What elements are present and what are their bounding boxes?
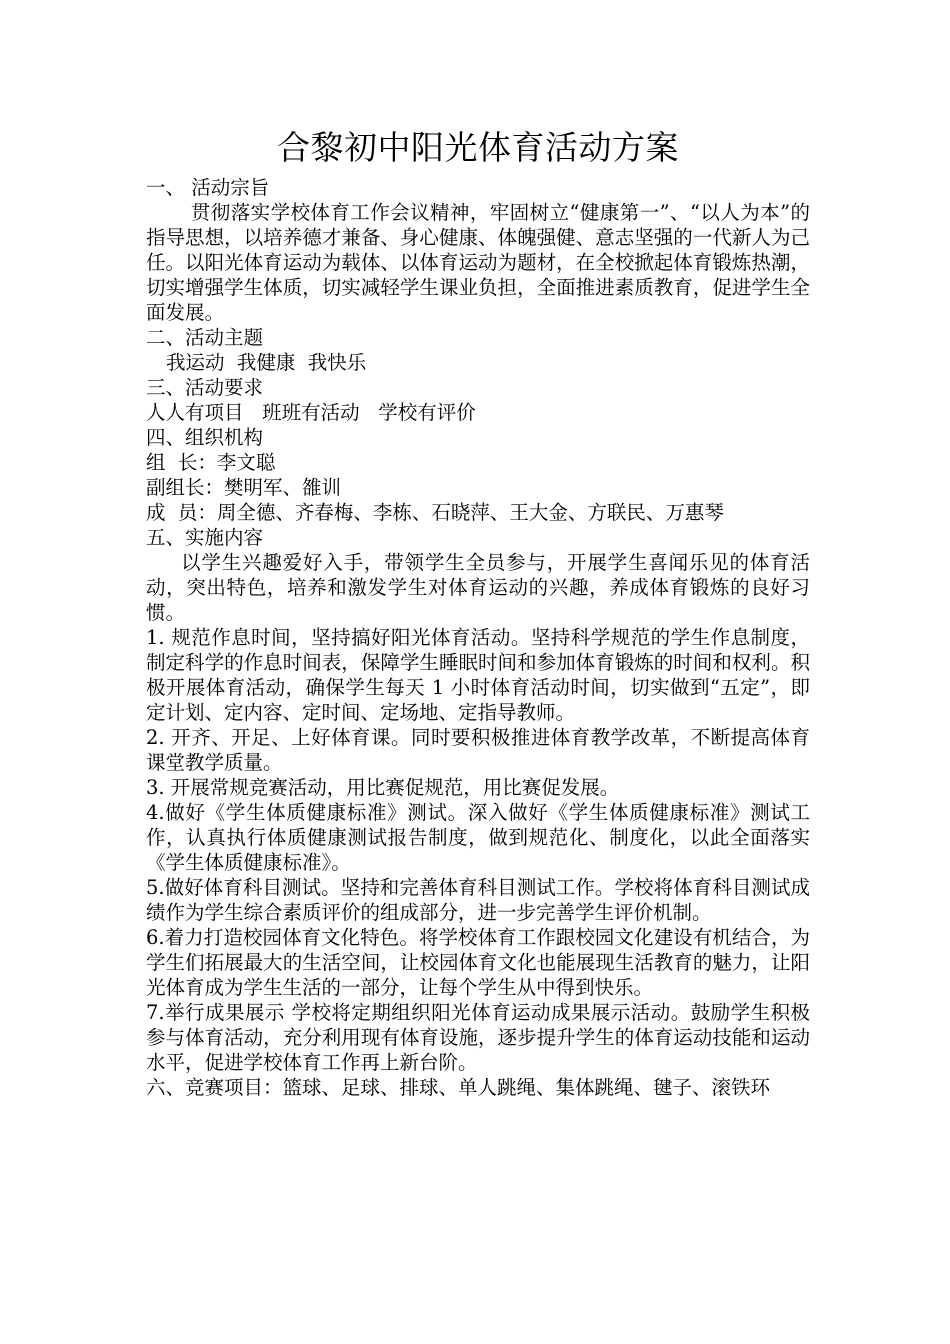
section-2-body: 我运动 我健康 我快乐 (166, 351, 367, 374)
section-2-heading: 二、活动主题 (146, 326, 264, 349)
list-item: 7.举行成果展示 学校将定期组织阳光体育运动成果展示活动。鼓励学生积极参与体育活动，充分利用现有体育设施，逐步提升学生的体育运动技能和运动水平，促进学校体育工作再上新台阶。 (146, 1001, 810, 1074)
list-item: 1. 规范作息时间，坚持搞好阳光体育活动。坚持科学规范的学生作息制度，制定科学的作息时间表，保障学生睡眠时间和参加体育锻炼的时间和权利。积极开展体育活动，确保学生每天 1 小时体育活动时间，切实做到“五定”，即定计划、定内容、定时间、定场地、定指导教师。 (146, 626, 810, 724)
section-1-heading: 一、 活动宗旨 (146, 176, 270, 199)
section-5-intro: 以学生兴趣爱好入手，带领学生全员参与，开展学生喜闻乐见的体育活动，突出特色，培养和激发学生对体育运动的兴趣，养成体育锻炼的良好习惯。 (146, 551, 810, 624)
section-1-body: 贯彻落实学校体育工作会议精神，牢固树立“健康第一”、“以人为本”的指导思想，以培养德才兼备、身心健康、体魄强健、意志坚强的一代新人为己任。以阳光体育运动为载体、以体育运动为题材，在全校掀起体育锻炼热潮，切实增强学生体质，切实减轻学生课业负担，全面推进素质教育，促进学生全面发展。 (146, 201, 810, 324)
section-3-body: 人人有项目 班班有活动 学校有评价 (146, 401, 476, 424)
document-body (146, 127, 810, 1100)
group-members: 成 员：周全德、齐春梅、李栋、石晓萍、王大金、方联民、万惠琴 (146, 501, 724, 524)
group-leader: 组 长：李文聪 (146, 451, 276, 474)
list-item: 5.做好体育科目测试。坚持和完善体育科目测试工作。学校将体育科目测试成绩作为学生综合素质评价的组成部分，进一步完善学生评价机制。 (146, 876, 810, 924)
section-3-heading: 三、活动要求 (146, 376, 264, 399)
section-5-heading: 五、实施内容 (146, 526, 264, 549)
list-item: 6.着力打造校园体育文化特色。将学校体育工作跟校园文化建设有机结合，为学生们拓展最大的生活空间，让校园体育文化也能展现生活教育的魅力，让阳光体育成为学生生活的一部分，让每个学生从中得到快乐。 (146, 926, 810, 999)
section-6-line: 六、竞赛项目：篮球、足球、排球、单人跳绳、集体跳绳、毽子、滚铁环 (146, 1076, 771, 1099)
document-title: 合黎初中阳光体育活动方案 (277, 128, 679, 167)
list-item: 3. 开展常规竞赛活动，用比赛促规范，用比赛促发展。 (146, 776, 620, 799)
list-item: 2. 开齐、开足、上好体育课。同时要积极推进体育教学改革，不断提高体育课堂教学质量。 (146, 726, 810, 774)
section-4-heading: 四、组织机构 (146, 426, 264, 449)
deputy-leader: 副组长：樊明军、雒训 (146, 476, 342, 499)
list-item: 4.做好《学生体质健康标准》测试。深入做好《学生体质健康标准》测试工作，认真执行体质健康测试报告制度，做到规范化、制度化，以此全面落实《学生体质健康标准》。 (146, 801, 810, 874)
